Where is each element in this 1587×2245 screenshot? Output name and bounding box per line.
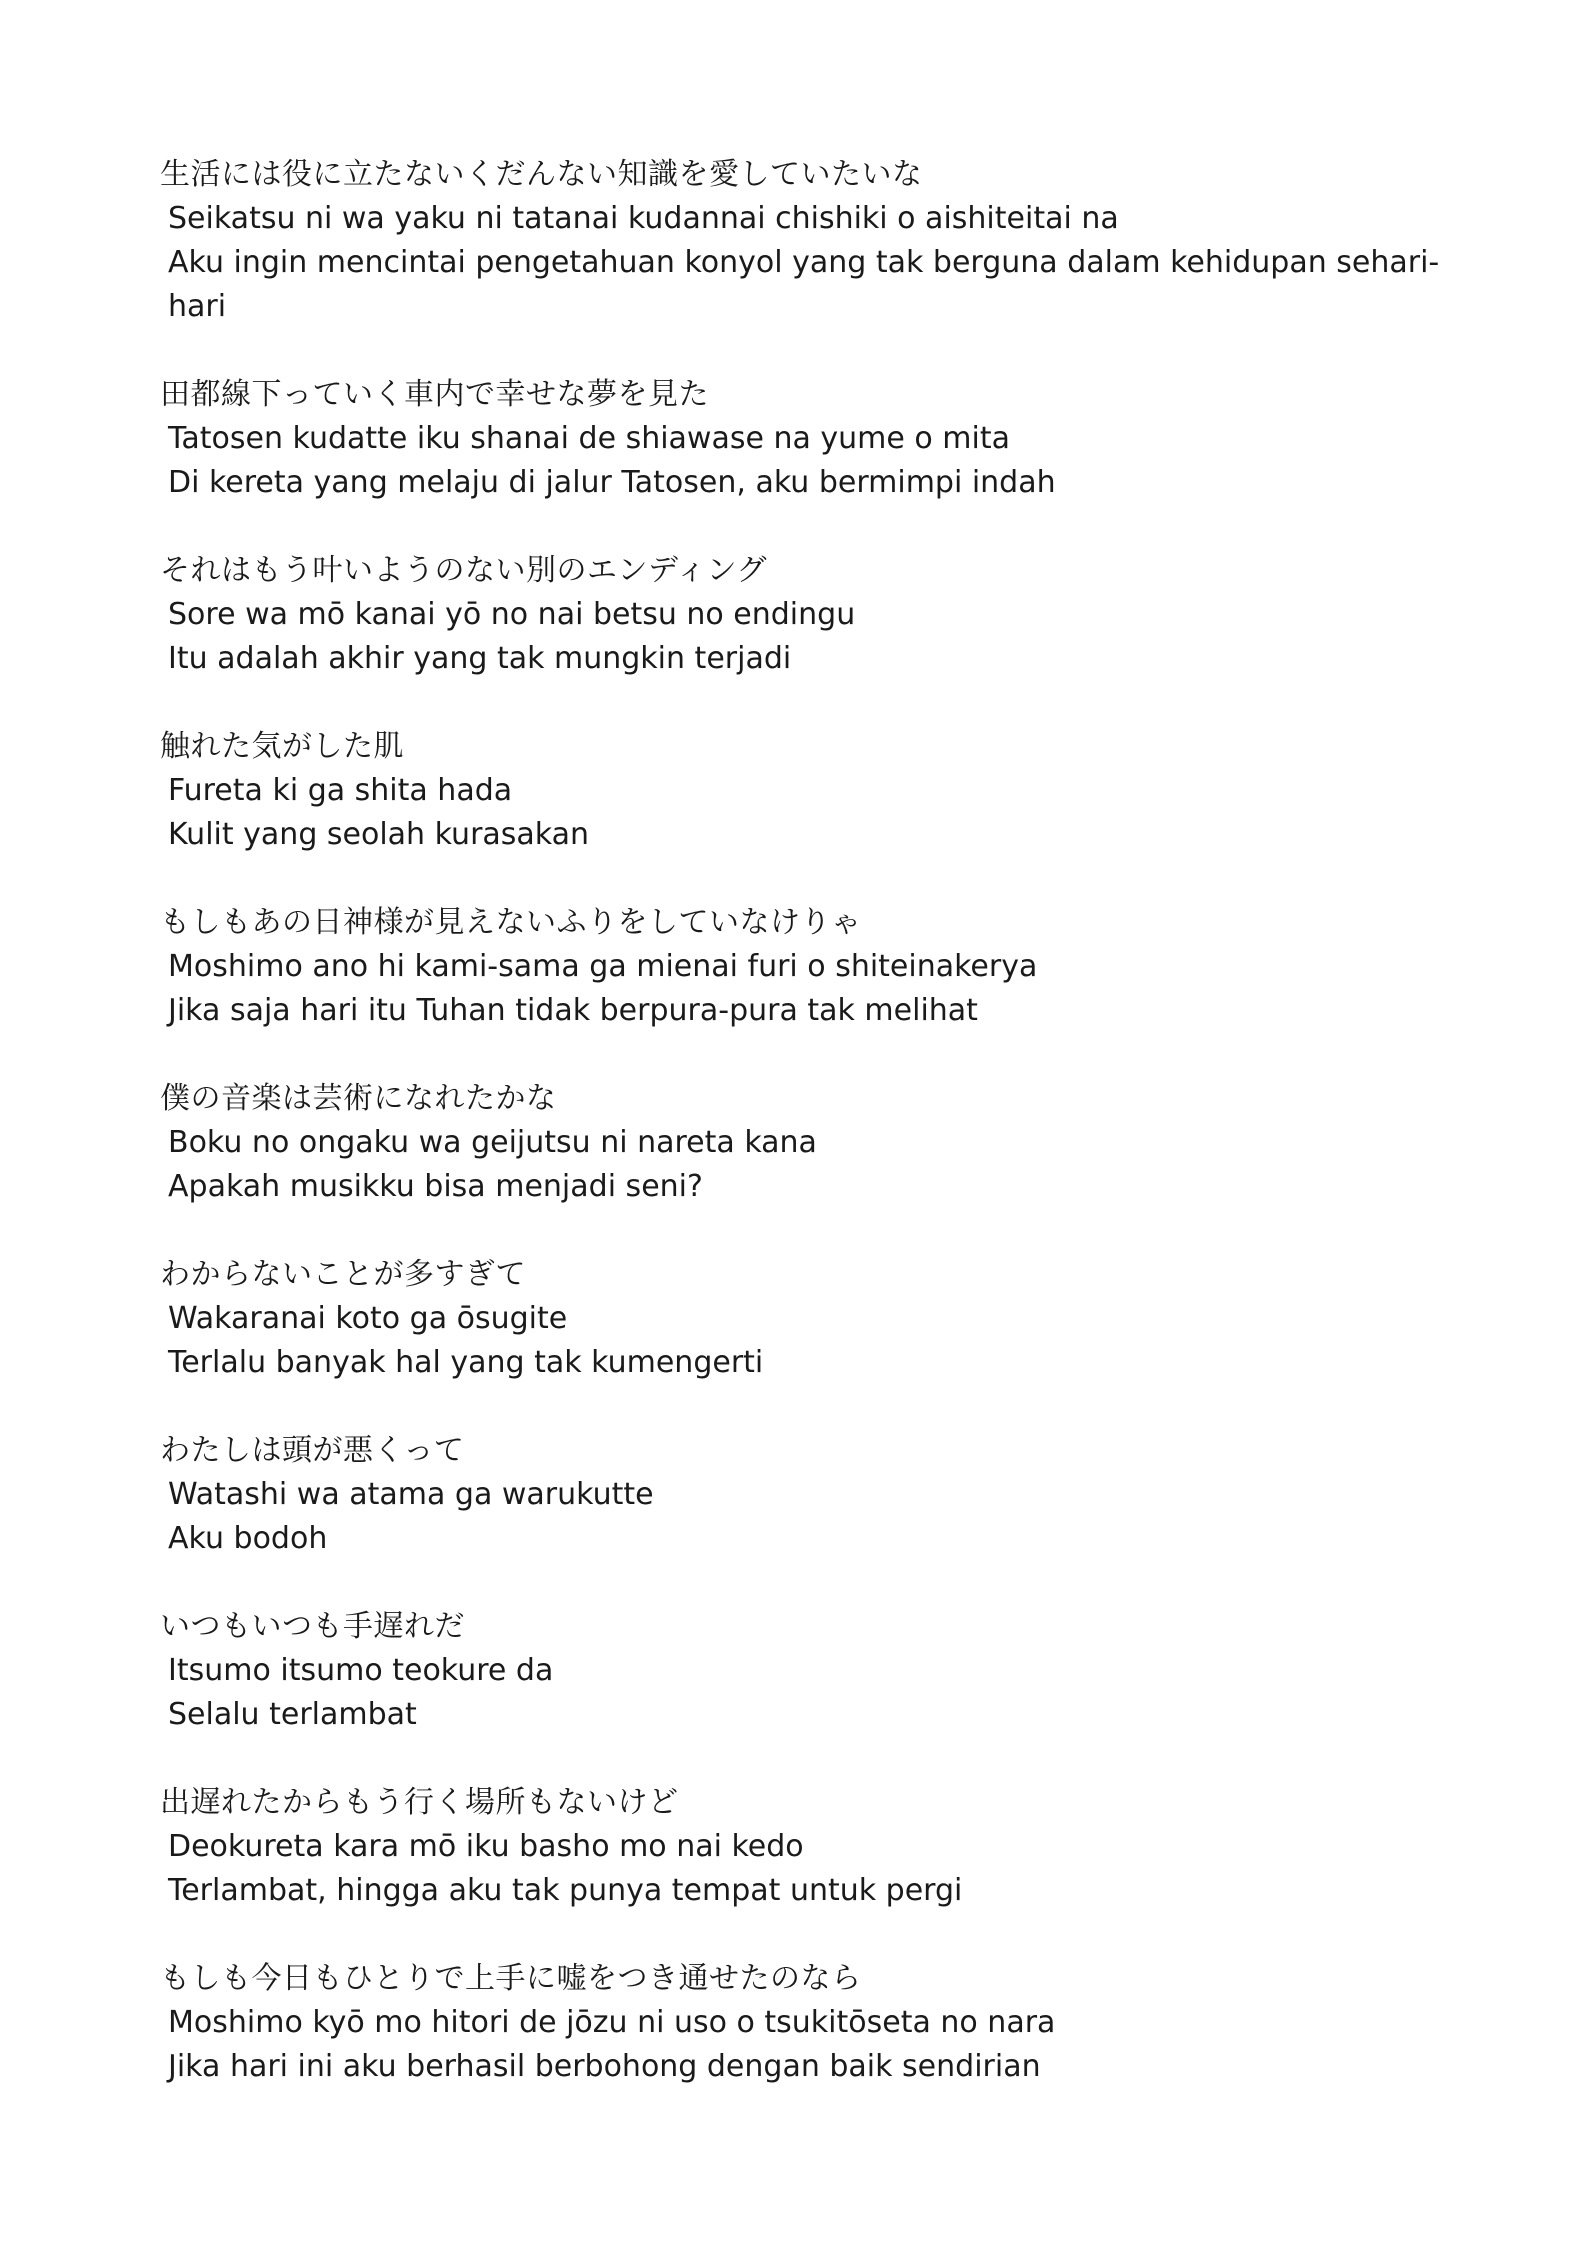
japanese-line: 出遅れたからもう行く場所もないけど	[160, 1785, 679, 1820]
stanza-4	[160, 725, 1440, 857]
japanese-line: いつもいつも手遅れだ	[160, 1609, 465, 1644]
translation-line: Selalu terlambat	[168, 1697, 417, 1732]
japanese-line: それはもう叶いようのない別のエンディング	[160, 553, 767, 588]
romaji-line: Wakaranai koto ga ōsugite	[168, 1301, 568, 1336]
stanza-7	[160, 1253, 1440, 1385]
stanza-9	[160, 1605, 1440, 1737]
japanese-line: 生活には役に立たないくだんない知識を愛していたいな	[160, 157, 923, 192]
romaji-line: Deokureta kara mō iku basho mo nai kedo	[168, 1829, 804, 1864]
translation-line: Itu adalah akhir yang tak mungkin terjadi	[168, 641, 792, 676]
stanza-11	[160, 1957, 1440, 2089]
translation-line: Jika saja hari itu Tuhan tidak berpura-pura tak melihat	[168, 993, 978, 1028]
romaji-line: Watashi wa atama ga warukutte	[168, 1477, 654, 1512]
translation-line: Di kereta yang melaju di jalur Tatosen, aku bermimpi indah	[168, 465, 1056, 500]
translation-line: Jika hari ini aku berhasil berbohong dengan baik sendirian	[168, 2049, 1041, 2084]
translation-line: Terlalu banyak hal yang tak kumengerti	[168, 1345, 764, 1380]
translation-line: Terlambat, hingga aku tak punya tempat untuk pergi	[168, 1873, 963, 1908]
japanese-line: 田都線下っていく車内で幸せな夢を見た	[160, 377, 709, 412]
stanza-10	[160, 1781, 1440, 1913]
translation-line: Aku ingin mencintai pengetahuan konyol yang tak berguna dalam kehidupan sehari-hari	[168, 245, 1440, 324]
stanza-5	[160, 901, 1440, 1033]
translation-line: Aku bodoh	[168, 1521, 328, 1556]
japanese-line: 僕の音楽は芸術になれたかな	[160, 1081, 557, 1116]
stanza-1	[160, 153, 1440, 329]
japanese-line: わからないことが多すぎて	[160, 1257, 526, 1292]
translation-line: Kulit yang seolah kurasakan	[168, 817, 590, 852]
japanese-line: 触れた気がした肌	[160, 729, 404, 764]
romaji-line: Seikatsu ni wa yaku ni tatanai kudannai chishiki o aishiteitai na	[168, 201, 1119, 236]
romaji-line: Sore wa mō kanai yō no nai betsu no endingu	[168, 597, 856, 632]
stanza-2	[160, 373, 1440, 505]
stanza-3	[160, 549, 1440, 681]
japanese-line: もしもあの日神様が見えないふりをしていなけりゃ	[160, 905, 862, 940]
stanza-6	[160, 1077, 1440, 1209]
japanese-line: わたしは頭が悪くって	[160, 1433, 465, 1468]
romaji-line: Fureta ki ga shita hada	[168, 773, 513, 808]
romaji-line: Moshimo ano hi kami-sama ga mienai furi o shiteinakerya	[168, 949, 1038, 984]
romaji-line: Tatosen kudatte iku shanai de shiawase na yume o mita	[168, 421, 1010, 456]
romaji-line: Moshimo kyō mo hitori de jōzu ni uso o tsukitōseta no nara	[168, 2005, 1056, 2040]
stanza-8	[160, 1429, 1440, 1561]
romaji-line: Boku no ongaku wa geijutsu ni nareta kana	[168, 1125, 817, 1160]
romaji-line: Itsumo itsumo teokure da	[168, 1653, 554, 1688]
translation-line: Apakah musikku bisa menjadi seni?	[168, 1169, 703, 1204]
lyrics-document	[160, 153, 1440, 2133]
japanese-line: もしも今日もひとりで上手に嘘をつき通せたのなら	[160, 1961, 862, 1996]
